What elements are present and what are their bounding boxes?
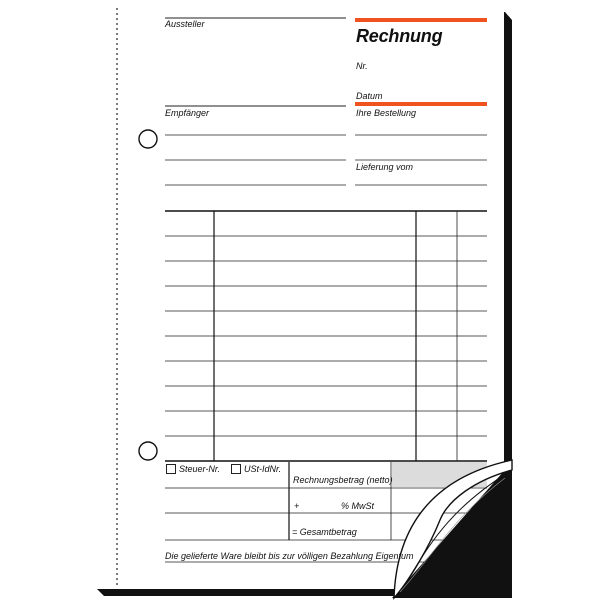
total-label: = Gesamtbetrag [292, 527, 357, 537]
title-accent-bar [355, 18, 487, 22]
recipient-label: Empfänger [165, 108, 210, 118]
date-label: Datum [356, 91, 383, 101]
invoice-title: Rechnung [356, 26, 443, 46]
vat-label: % MwSt [341, 501, 375, 511]
footer-note: Die gelieferte Ware bleibt bis zur völligen Bezahlung Eigentum [165, 551, 414, 561]
punch-hole-bottom [139, 442, 157, 460]
plus-symbol: + [294, 501, 300, 511]
vat-id-checkbox[interactable] [231, 464, 241, 474]
tax-number-checkbox[interactable] [166, 464, 176, 474]
order-label: Ihre Bestellung [356, 108, 417, 118]
number-label: Nr. [356, 61, 368, 71]
punch-hole-top [139, 130, 157, 148]
sender-label: Aussteller [165, 19, 205, 29]
vat-id-label: USt-IdNr. [244, 464, 282, 474]
tax-number-label: Steuer-Nr. [179, 464, 221, 474]
date-accent-bar [355, 102, 487, 106]
net-amount-label: Rechnungsbetrag (netto) [293, 475, 393, 485]
delivery-label: Lieferung vom [356, 162, 414, 172]
